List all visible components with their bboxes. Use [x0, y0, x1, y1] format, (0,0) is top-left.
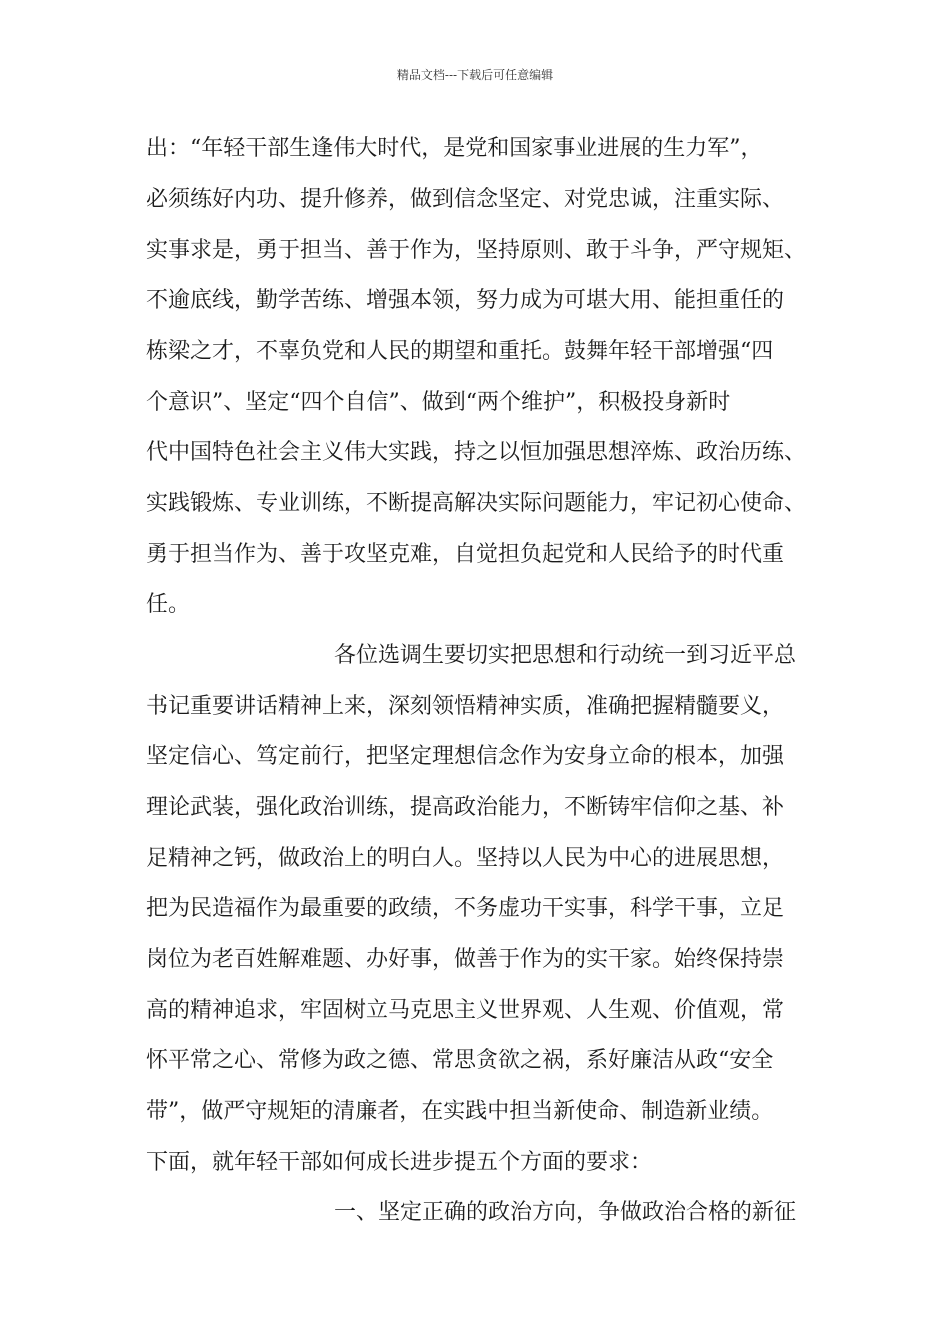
text-line: 出：“年轻干部生逢伟大时代，是党和国家事业进展的生力军”， [146, 136, 763, 161]
paragraph-start-line: 各位选调生要切实把思想和行动统一到习近平总 [334, 643, 797, 668]
text-line: 个意识”、坚定“四个自信”、做到“两个维护”，积极投身新时 [146, 390, 731, 415]
text-line: 实事求是，勇于担当、善于作为，坚持原则、敢于斗争，严守规矩、 [146, 238, 807, 263]
text-line: 把为民造福作为最重要的政绩，不务虚功干实事，科学干事，立足 [146, 896, 785, 921]
section-heading: 一、坚定正确的政治方向，争做政治合格的新征 [334, 1200, 797, 1225]
text-line: 理论武装，强化政治训练，提高政治能力，不断铸牢信仰之基、补 [146, 795, 785, 820]
text-line: 不逾底线，勤学苦练、增强本领，努力成为可堪大用、能担重任的 [146, 288, 785, 313]
text-line: 栋梁之才，不辜负党和人民的期望和重托。鼓舞年轻干部增强“四 [146, 339, 774, 364]
text-line: 必须练好内功、提升修养，做到信念坚定、对党忠诚，注重实际、 [146, 187, 785, 212]
text-line: 下面，就年轻干部如何成长进步提五个方面的要求： [146, 1150, 653, 1175]
text-line: 怀平常之心、常修为政之德、常思贪欲之祸，系好廉洁从政“安全 [146, 1048, 774, 1073]
text-line: 足精神之钙，做政治上的明白人。坚持以人民为中心的进展思想， [146, 846, 785, 871]
text-line: 勇于担当作为、善于攻坚克难，自觉担负起党和人民给予的时代重 [146, 542, 785, 567]
text-line: 岗位为老百姓解难题、办好事，做善于作为的实干家。始终保持崇 [146, 947, 785, 972]
text-line: 实践锻炼、专业训练，不断提高解决实际问题能力，牢记初心使命、 [146, 491, 807, 516]
text-line: 书记重要讲话精神上来，深刻领悟精神实质，准确把握精髓要义， [146, 694, 785, 719]
text-line: 高的精神追求，牢固树立马克思主义世界观、人生观、价值观，常 [146, 998, 785, 1023]
text-line: 坚定信心、笃定前行，把坚定理想信念作为安身立命的根本，加强 [146, 744, 785, 769]
text-line: 代中国特色社会主义伟大实践，持之以恒加强思想淬炼、政治历练、 [146, 440, 807, 465]
page-header: 精品文档---下载后可任意编辑 [396, 68, 554, 82]
text-line: 带”，做严守规矩的清廉者，在实践中担当新使命、制造新业绩。 [146, 1099, 774, 1124]
text-line: 任。 [146, 592, 191, 617]
